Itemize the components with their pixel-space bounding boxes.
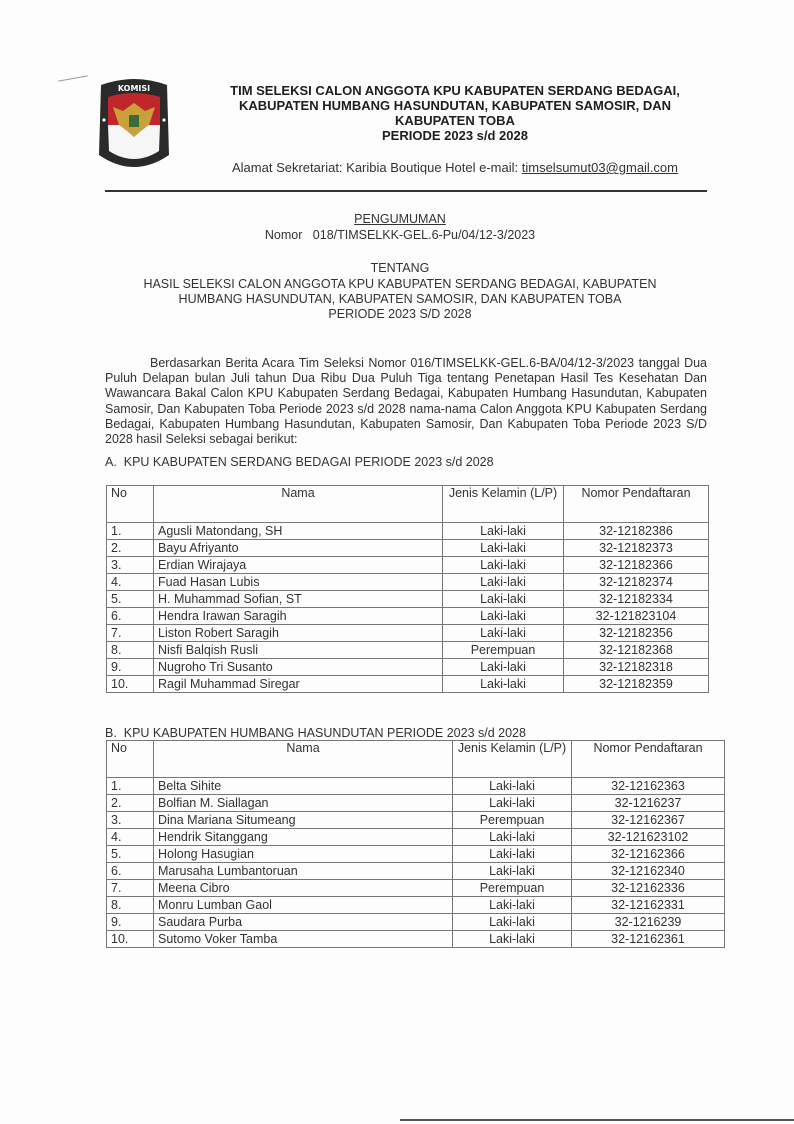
scan-mark: [58, 75, 88, 81]
cell-no: 6.: [107, 608, 154, 625]
cell-reg: 32-12182334: [564, 591, 709, 608]
cell-reg: 32-12182368: [564, 642, 709, 659]
cell-name: Ragil Muhammad Siregar: [154, 676, 443, 693]
cell-reg: 32-1216237: [572, 795, 725, 812]
cell-gender: Laki-laki: [443, 676, 564, 693]
cell-name: Liston Robert Saragih: [154, 625, 443, 642]
cell-name: Meena Cibro: [154, 880, 453, 897]
cell-gender: Laki-laki: [453, 778, 572, 795]
cell-gender: Laki-laki: [443, 574, 564, 591]
cell-name: Belta Sihite: [154, 778, 453, 795]
table-row: [107, 914, 725, 931]
col-reg: Nomor Pendaftaran: [564, 486, 709, 523]
letterhead-line: KABUPATEN TOBA: [395, 113, 515, 128]
cell-name: Agusli Matondang, SH: [154, 523, 443, 540]
secretariat-address: [190, 160, 720, 175]
cell-gender: Laki-laki: [443, 557, 564, 574]
table-row: [107, 812, 725, 829]
cell-gender: Laki-laki: [443, 540, 564, 557]
cell-reg: 32-12182374: [564, 574, 709, 591]
table-row: [107, 846, 725, 863]
table-row: [107, 523, 709, 540]
cell-gender: Laki-laki: [443, 608, 564, 625]
table-row: [107, 795, 725, 812]
cell-name: Hendrik Sitanggang: [154, 829, 453, 846]
letterhead-line: KABUPATEN HUMBANG HASUNDUTAN, KABUPATEN SAMOSIR, DAN: [238, 98, 672, 113]
cell-name: Bolfian M. Siallagan: [154, 795, 453, 812]
cell-reg: 32-121623102: [572, 829, 725, 846]
col-no: No: [107, 741, 154, 778]
col-reg: Nomor Pendaftaran: [572, 741, 725, 778]
table-row: [107, 540, 709, 557]
subject-line: HUMBANG HASUNDUTAN, KABUPATEN SAMOSIR, DAN KABUPATEN TOBA: [178, 292, 622, 306]
cell-gender: Laki-laki: [443, 659, 564, 676]
table-row: [107, 863, 725, 880]
cell-reg: 32-12182386: [564, 523, 709, 540]
cell-no: 5.: [107, 846, 154, 863]
subject-line: HASIL SELEKSI CALON ANGGOTA KPU KABUPATEN SERDANG BEDAGAI, KABUPATEN: [143, 277, 657, 291]
cell-name: Hendra Irawan Saragih: [154, 608, 443, 625]
cell-name: H. Muhammad Sofian, ST: [154, 591, 443, 608]
table-header-row: [107, 486, 709, 523]
cell-gender: Perempuan: [453, 880, 572, 897]
kpu-logo-icon: [95, 75, 173, 175]
cell-no: 1.: [107, 778, 154, 795]
cell-no: 9.: [107, 659, 154, 676]
table-row: [107, 880, 725, 897]
cell-gender: Laki-laki: [453, 863, 572, 880]
table-row: [107, 574, 709, 591]
col-gender: Jenis Kelamin (L/P): [443, 486, 564, 523]
cell-reg: 32-12182359: [564, 676, 709, 693]
cell-reg: 32-12162366: [572, 846, 725, 863]
subject-line: PERIODE 2023 S/D 2028: [328, 307, 472, 321]
cell-no: 9.: [107, 914, 154, 931]
cell-no: 2.: [107, 540, 154, 557]
cell-name: Sutomo Voker Tamba: [154, 931, 453, 948]
cell-name: Marusaha Lumbantoruan: [154, 863, 453, 880]
table-header-row: [107, 741, 725, 778]
cell-gender: Laki-laki: [443, 625, 564, 642]
cell-no: 7.: [107, 880, 154, 897]
cell-name: Erdian Wirajaya: [154, 557, 443, 574]
cell-reg: 32-12162340: [572, 863, 725, 880]
col-gender: Jenis Kelamin (L/P): [453, 741, 572, 778]
section-a-title: A. KPU KABUPATEN SERDANG BEDAGAI PERIODE 2023 s/d 2028: [105, 455, 494, 469]
cell-gender: Laki-laki: [443, 591, 564, 608]
cell-name: Nisfi Balqish Rusli: [154, 642, 443, 659]
cell-gender: Laki-laki: [443, 523, 564, 540]
cell-gender: Perempuan: [443, 642, 564, 659]
cell-no: 6.: [107, 863, 154, 880]
cell-no: 3.: [107, 812, 154, 829]
cell-gender: Laki-laki: [453, 846, 572, 863]
cell-gender: Perempuan: [453, 812, 572, 829]
col-name: Nama: [154, 486, 443, 523]
table-row: [107, 591, 709, 608]
table-row: [107, 659, 709, 676]
cell-reg: 32-12182373: [564, 540, 709, 557]
cell-no: 4.: [107, 574, 154, 591]
letterhead-title: [190, 83, 720, 143]
cell-no: 2.: [107, 795, 154, 812]
table-row: [107, 778, 725, 795]
cell-reg: 32-12162367: [572, 812, 725, 829]
table-row: [107, 829, 725, 846]
address-text: Alamat Sekretariat: Karibia Boutique Hotel e-mail:: [232, 160, 522, 175]
cell-no: 4.: [107, 829, 154, 846]
cell-no: 10.: [107, 676, 154, 693]
cell-gender: Laki-laki: [453, 914, 572, 931]
announcement-number: Nomor 018/TIMSELKK-GEL.6-Pu/04/12-3/2023: [264, 228, 536, 242]
cell-reg: 32-12182356: [564, 625, 709, 642]
section-b-table: [106, 740, 725, 948]
cell-reg: 32-12182366: [564, 557, 709, 574]
cell-no: 1.: [107, 523, 154, 540]
cell-reg: 32-12162336: [572, 880, 725, 897]
cell-gender: Laki-laki: [453, 829, 572, 846]
cell-name: Holong Hasugian: [154, 846, 453, 863]
cell-gender: Laki-laki: [453, 897, 572, 914]
scan-edge: [400, 1119, 794, 1121]
cell-name: Dina Mariana Situmeang: [154, 812, 453, 829]
cell-no: 3.: [107, 557, 154, 574]
cell-name: Bayu Afriyanto: [154, 540, 443, 557]
letterhead-line: PERIODE 2023 s/d 2028: [382, 128, 528, 143]
table-row: [107, 557, 709, 574]
section-a-table: [106, 485, 709, 693]
header-divider: [105, 190, 707, 192]
table-row: [107, 931, 725, 948]
cell-no: 5.: [107, 591, 154, 608]
cell-name: Monru Lumban Gaol: [154, 897, 453, 914]
table-row: [107, 608, 709, 625]
col-no: No: [107, 486, 154, 523]
svg-text:KOMISI: KOMISI: [117, 84, 151, 93]
table-row: [107, 676, 709, 693]
cell-gender: Laki-laki: [453, 931, 572, 948]
cell-reg: 32-121823104: [564, 608, 709, 625]
cell-reg: 32-12162361: [572, 931, 725, 948]
cell-no: 7.: [107, 625, 154, 642]
cell-name: Saudara Purba: [154, 914, 453, 931]
cell-name: Fuad Hasan Lubis: [154, 574, 443, 591]
cell-name: Nugroho Tri Susanto: [154, 659, 443, 676]
subject-title: [100, 277, 700, 322]
cell-no: 10.: [107, 931, 154, 948]
letterhead-line: TIM SELEKSI CALON ANGGOTA KPU KABUPATEN SERDANG BEDAGAI,: [230, 83, 680, 98]
about-label: TENTANG: [370, 261, 430, 275]
body-paragraph: Berdasarkan Berita Acara Tim Seleksi Nomor 016/TIMSELKK-GEL.6-BA/04/12-3/2023 tanggal Dua Puluh Delapan bulan Juli tahun Dua Ribu Dua Puluh Tiga tentang Penetapan Hasil Tes Kesehatan Dan Wawancara Bakal Calon KPU Kabupaten Serdang Bedagai, Kabupaten Humbang Hasundutan, Kabupaten Samosir, Dan Kabupaten Toba Periode 2023 s/d 2028 nama-nama Calon Anggota KPU Kabupaten Serdang Bedagai, Kabupaten Humbang Hasundutan, Kabupaten Samosir, Dan Kabupaten Toba Periode 2023 S/D 2028 hasil Seleksi sebagai berikut:: [105, 356, 707, 447]
cell-reg: 32-12162331: [572, 897, 725, 914]
cell-reg: 32-12182318: [564, 659, 709, 676]
cell-reg: 32-1216239: [572, 914, 725, 931]
cell-reg: 32-12162363: [572, 778, 725, 795]
table-row: [107, 625, 709, 642]
table-row: [107, 642, 709, 659]
email-link[interactable]: timselsumut03@gmail.com: [521, 160, 678, 175]
section-b-title: B. KPU KABUPATEN HUMBANG HASUNDUTAN PERIODE 2023 s/d 2028: [105, 726, 526, 740]
cell-no: 8.: [107, 642, 154, 659]
cell-no: 8.: [107, 897, 154, 914]
cell-gender: Laki-laki: [453, 795, 572, 812]
col-name: Nama: [154, 741, 453, 778]
announcement-heading: PENGUMUMAN: [354, 212, 446, 226]
table-row: [107, 897, 725, 914]
